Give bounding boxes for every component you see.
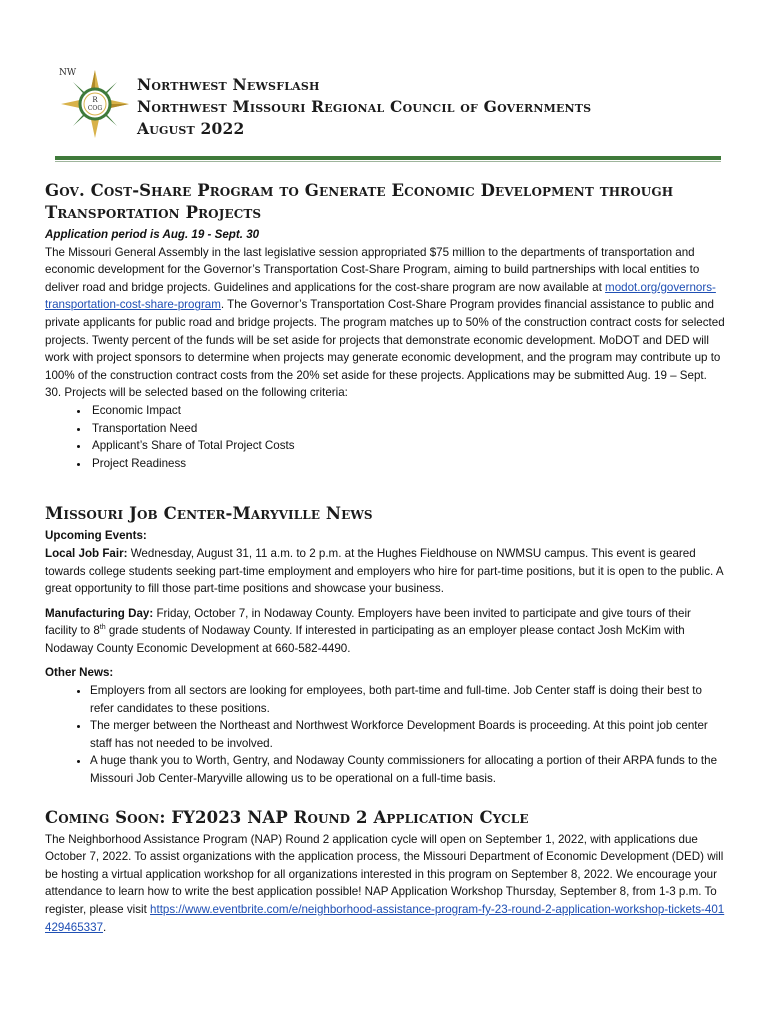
cost-share-text-a: The Missouri General Assembly in the last legislative session appropriated $75 million to the departments of transportation and economic development for the Governor’s Transportation Cost-Share Program, aiming to build partnerships with local entities to deliver road and bridge projects. Guidelines and applications for the cost-share program are now available at xyxy=(45,245,700,294)
other-news-list xyxy=(45,682,725,788)
cost-share-title: Gov. Cost-Share Program to Generate Economic Development through Transportation Projects xyxy=(45,181,674,222)
nap-text: The Neighborhood Assistance Program (NAP) Round 2 application cycle will open on September 1, 2022, with applications due October 7, 2022. To assist organizations with the application process, the Missouri Department of Economic Development (DED) will be hosting a virtual application workshop for all organizations interested in this program on September 8, 2022. We encourage your attendance to learn how to write the best application possible! NAP Application Workshop Thursday, September 8, from 1-3 p.m. To register, please visit xyxy=(45,832,724,916)
manufacturing-day-text-b: grade students of Nodaway County. If interested in participating as an employer please contact Josh McKim with Nodaway County Economic Development at 660-582-4490. xyxy=(45,624,685,655)
newsletter-header xyxy=(55,64,725,164)
newsletter-body xyxy=(45,180,725,936)
job-fair-text: Wednesday, August 31, 11 a.m. to 2 p.m. at the Hughes Fieldhouse on NWMSU campus. This event is geared towards college students seeking part-time employment and employers who hire for part-time positions, but it is open to the public. A great opportunity to fill those part-time positions and showcase your business. xyxy=(45,546,723,596)
criteria-list xyxy=(45,402,725,472)
ordinal-suffix: th xyxy=(99,624,106,632)
rcog-compass-logo xyxy=(55,64,133,144)
list-item: • Project Readiness xyxy=(90,455,725,473)
other-news-text: Other News: xyxy=(45,666,114,680)
list-item: • Economic Impact xyxy=(90,402,725,420)
cost-share-section xyxy=(45,180,725,472)
job-fair-label: Local Job Fair: xyxy=(45,546,128,560)
newsletter-name: Northwest Newsflash xyxy=(137,75,320,94)
cost-share-link[interactable]: modot.org/governors-transportation-cost-share-program xyxy=(45,280,716,312)
list-item: • Transportation Need xyxy=(90,420,725,438)
other-news-label xyxy=(45,664,725,682)
list-item: • Applicant’s Share of Total Project Costs xyxy=(90,437,725,455)
nap-registration-link[interactable]: https://www.eventbrite.com/e/neighborhood-assistance-program-fy-23-round-2-application-workshop-tickets-401429465337 xyxy=(45,903,725,934)
upcoming-events-text: Upcoming Events: xyxy=(45,529,147,543)
issue-date: August 2022 xyxy=(137,119,245,138)
header-divider-thin xyxy=(55,161,721,162)
masthead xyxy=(137,74,591,140)
job-center-section xyxy=(45,503,725,787)
svg-text:R: R xyxy=(92,96,98,104)
header-divider xyxy=(55,156,721,160)
application-period-text: Application period is Aug. 19 - Sept. 30 xyxy=(45,228,260,241)
manufacturing-day-label: Manufacturing Day: xyxy=(45,606,154,620)
nap-paragraph xyxy=(45,831,725,937)
cost-share-paragraph xyxy=(45,244,725,402)
nap-section xyxy=(45,807,725,937)
cost-share-text-b: . The Governor’s Transportation Cost-Share Program provides financial assistance to public and private applicants for public road and bridge projects. The program matches up to 50% of the construction contract costs for selected projects. Twenty percent of the funds will be set aside for projects that demonstrate economic development. MoDOT and DED will work with project sponsors to determine when projects may generate economic development, and the program may contribute up to 100% of the construction contract costs from the 20% set aside for these projects. Applications may be submitted Aug. 19 – Sept. 30. Projects will be selected based on the following criteria: xyxy=(45,298,725,400)
application-period xyxy=(45,226,725,244)
logo-abbreviation: NW xyxy=(59,68,77,78)
organization-name: Northwest Missouri Regional Council of Governments xyxy=(137,97,592,116)
manufacturing-day-text-a: Friday, October 7, in Nodaway County. Employers have been invited to participate and give tours of their facility to 8 xyxy=(45,606,691,638)
list-item: • A huge thank you to Worth, Gentry, and Nodaway County commissioners for allocating a portion of their ARPA funds to the Missouri Job Center-Maryville allowing us to be operational on a full-time basis. xyxy=(90,752,725,787)
manufacturing-day-paragraph xyxy=(45,605,725,658)
list-item: • The merger between the Northeast and Northwest Workforce Development Boards is proceeding. At this point job center staff has not needed to be involved. xyxy=(90,717,725,752)
list-item: • Employers from all sectors are looking for employees, both part-time and full-time. Job Center staff is doing their best to refer candidates to these positions. xyxy=(90,682,725,717)
svg-text:COG: COG xyxy=(87,105,103,112)
nap-title: Coming Soon: FY2023 NAP Round 2 Application Cycle xyxy=(45,807,529,827)
nap-text-end: . xyxy=(103,920,107,934)
upcoming-events-label xyxy=(45,527,725,545)
job-fair-paragraph xyxy=(45,545,725,598)
job-center-title: Missouri Job Center-Maryville News xyxy=(45,504,373,524)
